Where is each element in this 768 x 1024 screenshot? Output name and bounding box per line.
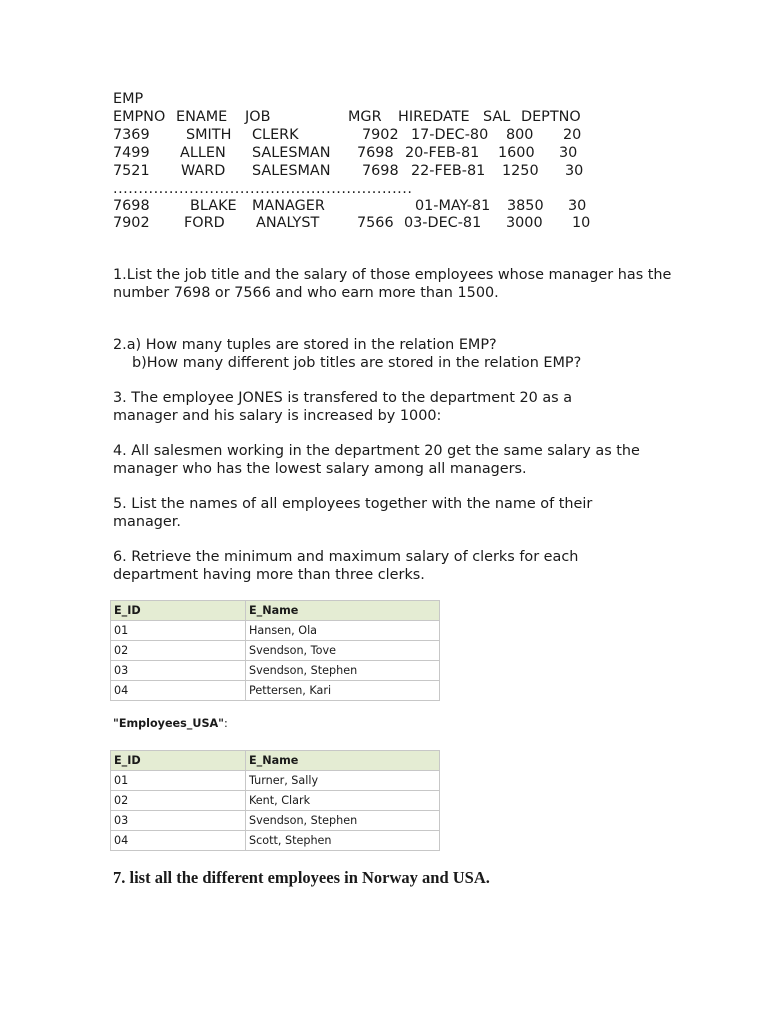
table-cell: 04 [111, 681, 246, 701]
column-header-ename: E_Name [246, 601, 440, 621]
emp-cell: 7521 [113, 163, 150, 179]
table-cell: 03 [111, 811, 246, 831]
question-5: 5. List the names of all employees together with the name of their manager. [113, 496, 593, 530]
emp-cell: 3000 [506, 215, 543, 231]
table-row [111, 831, 440, 851]
emp-cell: WARD [181, 163, 226, 179]
question-7: 7. list all the different employees in Norway and USA. [113, 868, 490, 887]
emp-cell: 3850 [507, 198, 544, 214]
table-cell: 01 [111, 621, 246, 641]
emp-row [0, 162, 768, 180]
emp-cell: 10 [572, 215, 591, 231]
table-cell: 01 [111, 771, 246, 791]
table-row [111, 641, 440, 661]
emp-cell: 7698 [113, 198, 150, 214]
table-cell: Scott, Stephen [246, 831, 440, 851]
emp-row [0, 126, 768, 144]
emp-header-mgr: MGR [348, 109, 382, 125]
table-cell: Kent, Clark [246, 791, 440, 811]
emp-cell: CLERK [252, 127, 299, 143]
table-row [111, 791, 440, 811]
emp-header-ename: ENAME [176, 109, 228, 125]
table-cell: 02 [111, 641, 246, 661]
table-cell: Svendson, Stephen [246, 661, 440, 681]
emp-cell: ALLEN [180, 145, 226, 161]
emp-row [0, 144, 768, 162]
emp-cell: MANAGER [252, 198, 325, 214]
table-cell: 03 [111, 661, 246, 681]
table-cell: Turner, Sally [246, 771, 440, 791]
emp-ellipsis: ........................................................... [113, 181, 413, 197]
table-row [111, 681, 440, 701]
emp-cell: SMITH [186, 127, 232, 143]
column-header-eid: E_ID [111, 751, 246, 771]
table-cell: Pettersen, Kari [246, 681, 440, 701]
emp-cell: 30 [559, 145, 578, 161]
emp-header-job: JOB [245, 109, 271, 125]
emp-cell: 7902 [362, 127, 399, 143]
table-row [111, 661, 440, 681]
usa-table-caption-suffix: : [224, 717, 228, 730]
emp-cell: FORD [184, 215, 225, 231]
emp-cell: 7499 [113, 145, 150, 161]
table-cell: Hansen, Ola [246, 621, 440, 641]
usa-table-caption-name: "Employees_USA" [113, 717, 225, 730]
emp-cell: ANALYST [256, 215, 320, 231]
emp-cell: 22-FEB-81 [411, 163, 486, 179]
question-2b: b)How many different job titles are stored in the relation EMP? [132, 355, 582, 371]
employees-norway-table [110, 600, 440, 701]
column-header-ename: E_Name [246, 751, 440, 771]
emp-cell: SALESMAN [252, 145, 331, 161]
emp-cell: 01-MAY-81 [415, 198, 491, 214]
table-cell: Svendson, Tove [246, 641, 440, 661]
emp-cell: 7369 [113, 127, 150, 143]
question-1-line: number 7698 or 7566 and who earn more than 1500. [113, 285, 499, 301]
table-row [111, 621, 440, 641]
emp-cell: 20 [563, 127, 582, 143]
emp-row [0, 214, 768, 232]
table-cell: Svendson, Stephen [246, 811, 440, 831]
emp-row [0, 197, 768, 215]
question-1-line: 1.List the job title and the salary of those employees whose manager has the [113, 267, 672, 283]
emp-cell: 30 [568, 198, 587, 214]
emp-cell: 7698 [357, 145, 394, 161]
table-header-row [111, 751, 440, 771]
table-cell: 04 [111, 831, 246, 851]
question-3: 3. The employee JONES is transfered to the department 20 as a manager and his salary is increased by 1000: [113, 390, 573, 424]
column-header-eid: E_ID [111, 601, 246, 621]
emp-cell: 7902 [113, 215, 150, 231]
emp-cell: 7566 [357, 215, 394, 231]
emp-cell: 17-DEC-80 [411, 127, 489, 143]
emp-cell: 30 [565, 163, 584, 179]
emp-header-empno: EMPNO [113, 109, 166, 125]
emp-cell: 03-DEC-81 [404, 215, 482, 231]
emp-cell: SALESMAN [252, 163, 331, 179]
question-4: 4. All salesmen working in the department 20 get the same salary as the manager who has the lowest salary among all managers. [113, 443, 640, 477]
table-header-row [111, 601, 440, 621]
table-row [111, 811, 440, 831]
usa-table-caption [113, 717, 228, 731]
table-row [111, 771, 440, 791]
emp-header-row [0, 108, 768, 126]
emp-cell: 20-FEB-81 [405, 145, 480, 161]
question-1 [113, 266, 673, 302]
emp-cell: 1250 [502, 163, 539, 179]
emp-cell: 7698 [362, 163, 399, 179]
question-2 [113, 336, 673, 372]
emp-cell: BLAKE [190, 198, 237, 214]
emp-header-deptno: DEPTNO [521, 109, 581, 125]
emp-header-sal: SAL [483, 109, 511, 125]
emp-header-hiredate: HIREDATE [398, 109, 470, 125]
emp-title: EMP [113, 91, 144, 107]
emp-cell: 1600 [498, 145, 535, 161]
table-cell: 02 [111, 791, 246, 811]
emp-cell: 800 [506, 127, 534, 143]
question-6: 6. Retrieve the minimum and maximum salary of clerks for each department having more than three clerks. [113, 549, 579, 583]
question-2a: 2.a) How many tuples are stored in the relation EMP? [113, 337, 497, 353]
employees-usa-table [110, 750, 440, 851]
